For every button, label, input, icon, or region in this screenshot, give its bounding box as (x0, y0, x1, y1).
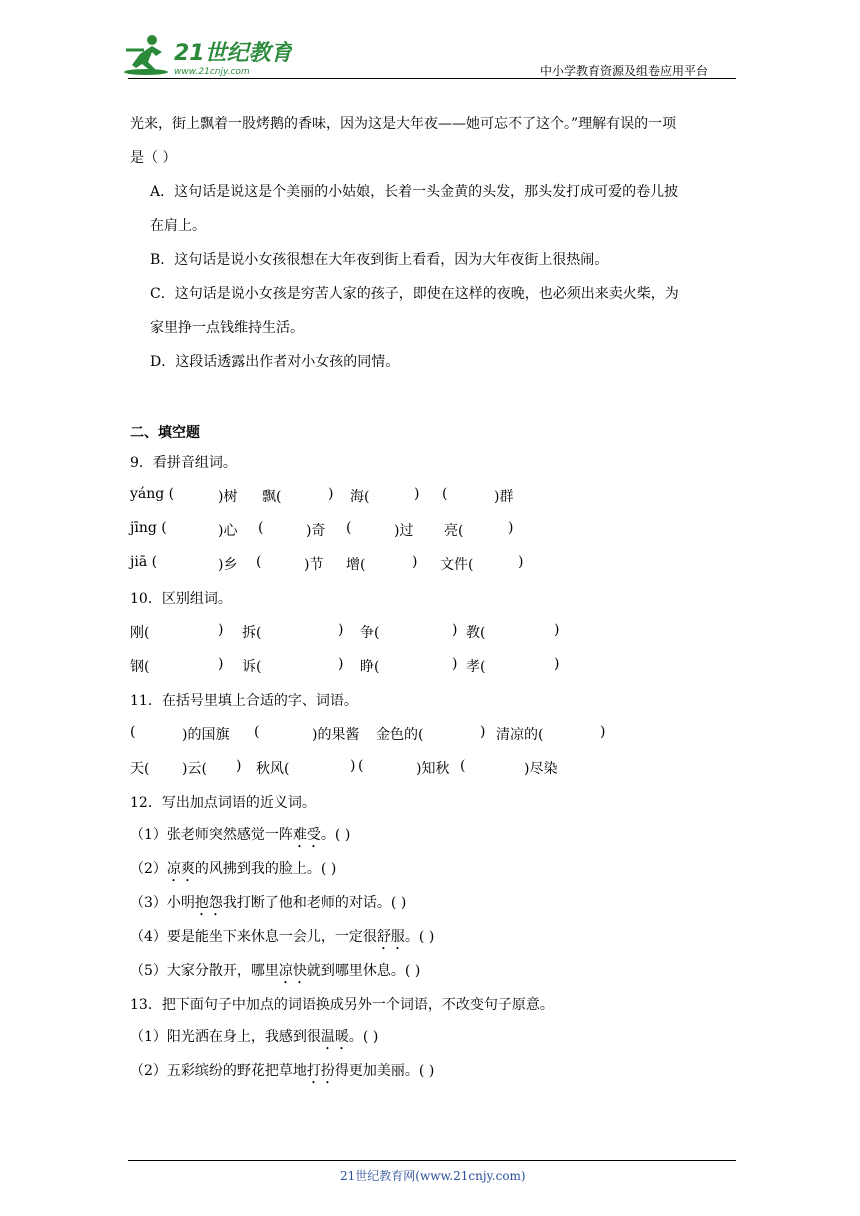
q9-cell: jiā ( (130, 554, 158, 570)
dotted-word: 温暖 (320, 1029, 349, 1045)
footer-divider (128, 1160, 736, 1161)
q10-cell: 刚( (130, 625, 150, 641)
q8-line2: 是（ ） (130, 150, 177, 166)
q11-cell: )的国旗 (182, 727, 230, 743)
q9-cell: ( (442, 486, 448, 502)
q9-cell: )过 (394, 523, 414, 539)
dotted-word: 舒服 (376, 929, 405, 945)
q10-cell: 诉( (242, 659, 262, 675)
platform-name: 中小学教育资源及组卷应用平台 (540, 64, 709, 78)
q10-cell: ) (338, 656, 344, 672)
q10-cell: ) (554, 656, 560, 672)
q11-cell: ) (350, 758, 356, 774)
q9-cell: )奇 (306, 523, 326, 539)
dotted-word: 打扮 (306, 1063, 335, 1079)
section-title: 二、填空题 (130, 425, 200, 441)
q9-cell: 文件( (440, 557, 474, 573)
q12-item-1: （1）张老师突然感觉一阵难受。( ) (130, 827, 351, 843)
q8-option-d: D．这段话透露出作者对小女孩的同情。 (150, 354, 400, 370)
q11-cell: ) (236, 758, 242, 774)
q9-cell: ) (414, 486, 420, 502)
q11-cell: )云( (182, 761, 207, 777)
q9-cell: ) (328, 486, 334, 502)
q11-cell: ( (254, 724, 260, 740)
q10-cell: 教( (466, 625, 486, 641)
site-logo (122, 32, 292, 80)
q9-cell: 增( (346, 557, 366, 573)
q8-option-b: B．这句话是说小女孩很想在大年夜到街上看看，因为大年夜街上很热闹。 (150, 252, 609, 268)
q13-item-2: （2）五彩缤纷的野花把草地打扮得更加美丽。( ) (130, 1063, 435, 1079)
q8-option-c-2: 家里挣一点钱维持生活。 (150, 320, 304, 336)
q10-cell: ) (452, 656, 458, 672)
q11-cell: 金色的( (376, 727, 424, 743)
q10-cell: ) (554, 622, 560, 638)
q11-cell: ) (480, 724, 486, 740)
q10-cell: ) (218, 622, 224, 638)
q11-cell: 秋风( (256, 761, 290, 777)
q10-cell: ) (452, 622, 458, 638)
q11-title: 11．在括号里填上合适的字、词语。 (130, 693, 358, 709)
q11-cell: ) (600, 724, 606, 740)
logo-text: 21世纪教育 (174, 41, 292, 66)
q13-item-1: （1）阳光洒在身上，我感到很温暖。( ) (130, 1029, 379, 1045)
dotted-word: 凉快 (278, 963, 307, 979)
q10-cell: 拆( (242, 625, 262, 641)
q12-item-5: （5）大家分散开，哪里凉快就到哪里休息。( ) (130, 963, 421, 979)
dotted-word: 难受 (292, 827, 321, 843)
q13-title: 13．把下面句子中加点的词语换成另外一个词语，不改变句子原意。 (130, 997, 554, 1013)
q10-cell: 睁( (360, 659, 380, 675)
q9-cell: ( (258, 520, 264, 536)
q11-cell: ( (460, 758, 466, 774)
q11-cell: )知秋 (416, 761, 450, 777)
q8-option-c-1: C．这句话是说小女孩是穷苦人家的孩子，即使在这样的夜晚，也必须出来卖火柴，为 (150, 286, 679, 302)
q11-cell: ( (130, 724, 136, 740)
q10-cell: 孝( (466, 659, 486, 675)
q10-title: 10．区别组词。 (130, 591, 232, 607)
q11-cell: )的果酱 (312, 727, 360, 743)
q9-cell: ) (508, 520, 514, 536)
q9-cell: )树 (218, 489, 238, 505)
q12-title: 12．写出加点词语的近义词。 (130, 795, 316, 811)
q12-item-3: （3）小明抱怨我打断了他和老师的对话。( ) (130, 895, 407, 911)
q9-cell: ( (346, 520, 352, 536)
q9-cell: ) (412, 554, 418, 570)
q10-cell: 争( (360, 625, 380, 641)
q12-item-4: （4）要是能坐下来休息一会儿，一定很舒服。( ) (130, 929, 435, 945)
q10-cell: ) (218, 656, 224, 672)
q9-title: 9．看拼音组词。 (130, 455, 237, 471)
q8-option-a-2: 在肩上。 (150, 218, 206, 234)
q9-cell: ) (518, 554, 524, 570)
q12-item-2: （2）凉爽的风拂到我的脸上。( ) (130, 861, 337, 877)
q11-cell: ( (358, 758, 364, 774)
q10-cell: ) (338, 622, 344, 638)
q9-cell: 海( (350, 489, 370, 505)
q9-cell: )节 (304, 557, 324, 573)
footer-link[interactable]: 21世纪教育网(www.21cnjy.com) (340, 1169, 526, 1183)
dotted-word: 抱怨 (194, 895, 223, 911)
q9-cell: jīng ( (130, 520, 167, 536)
q9-cell: 飘( (262, 489, 282, 505)
q9-cell: )群 (494, 489, 514, 505)
logo-url: www.21cnjy.com (174, 67, 250, 77)
q8-option-a-1: A．这句话是说这是个美丽的小姑娘，长着一头金黄的头发，那头发打成可爱的卷儿披 (150, 184, 679, 200)
q9-cell: ( (256, 554, 262, 570)
dotted-word: 凉爽 (166, 861, 195, 877)
header-divider (128, 78, 736, 79)
q9-cell: )乡 (218, 557, 238, 573)
q8-line1: 光来，街上飘着一股烤鹅的香味，因为这是大年夜——她可忘不了这个。”理解有误的一项 (130, 116, 677, 132)
q9-cell: )心 (218, 523, 238, 539)
q11-cell: 清凉的( (496, 727, 544, 743)
q11-cell: )尽染 (524, 761, 558, 777)
q9-cell: 亮( (444, 523, 464, 539)
q9-cell: yáng ( (130, 486, 175, 502)
q11-cell: 天( (130, 761, 150, 777)
q10-cell: 钢( (130, 659, 150, 675)
